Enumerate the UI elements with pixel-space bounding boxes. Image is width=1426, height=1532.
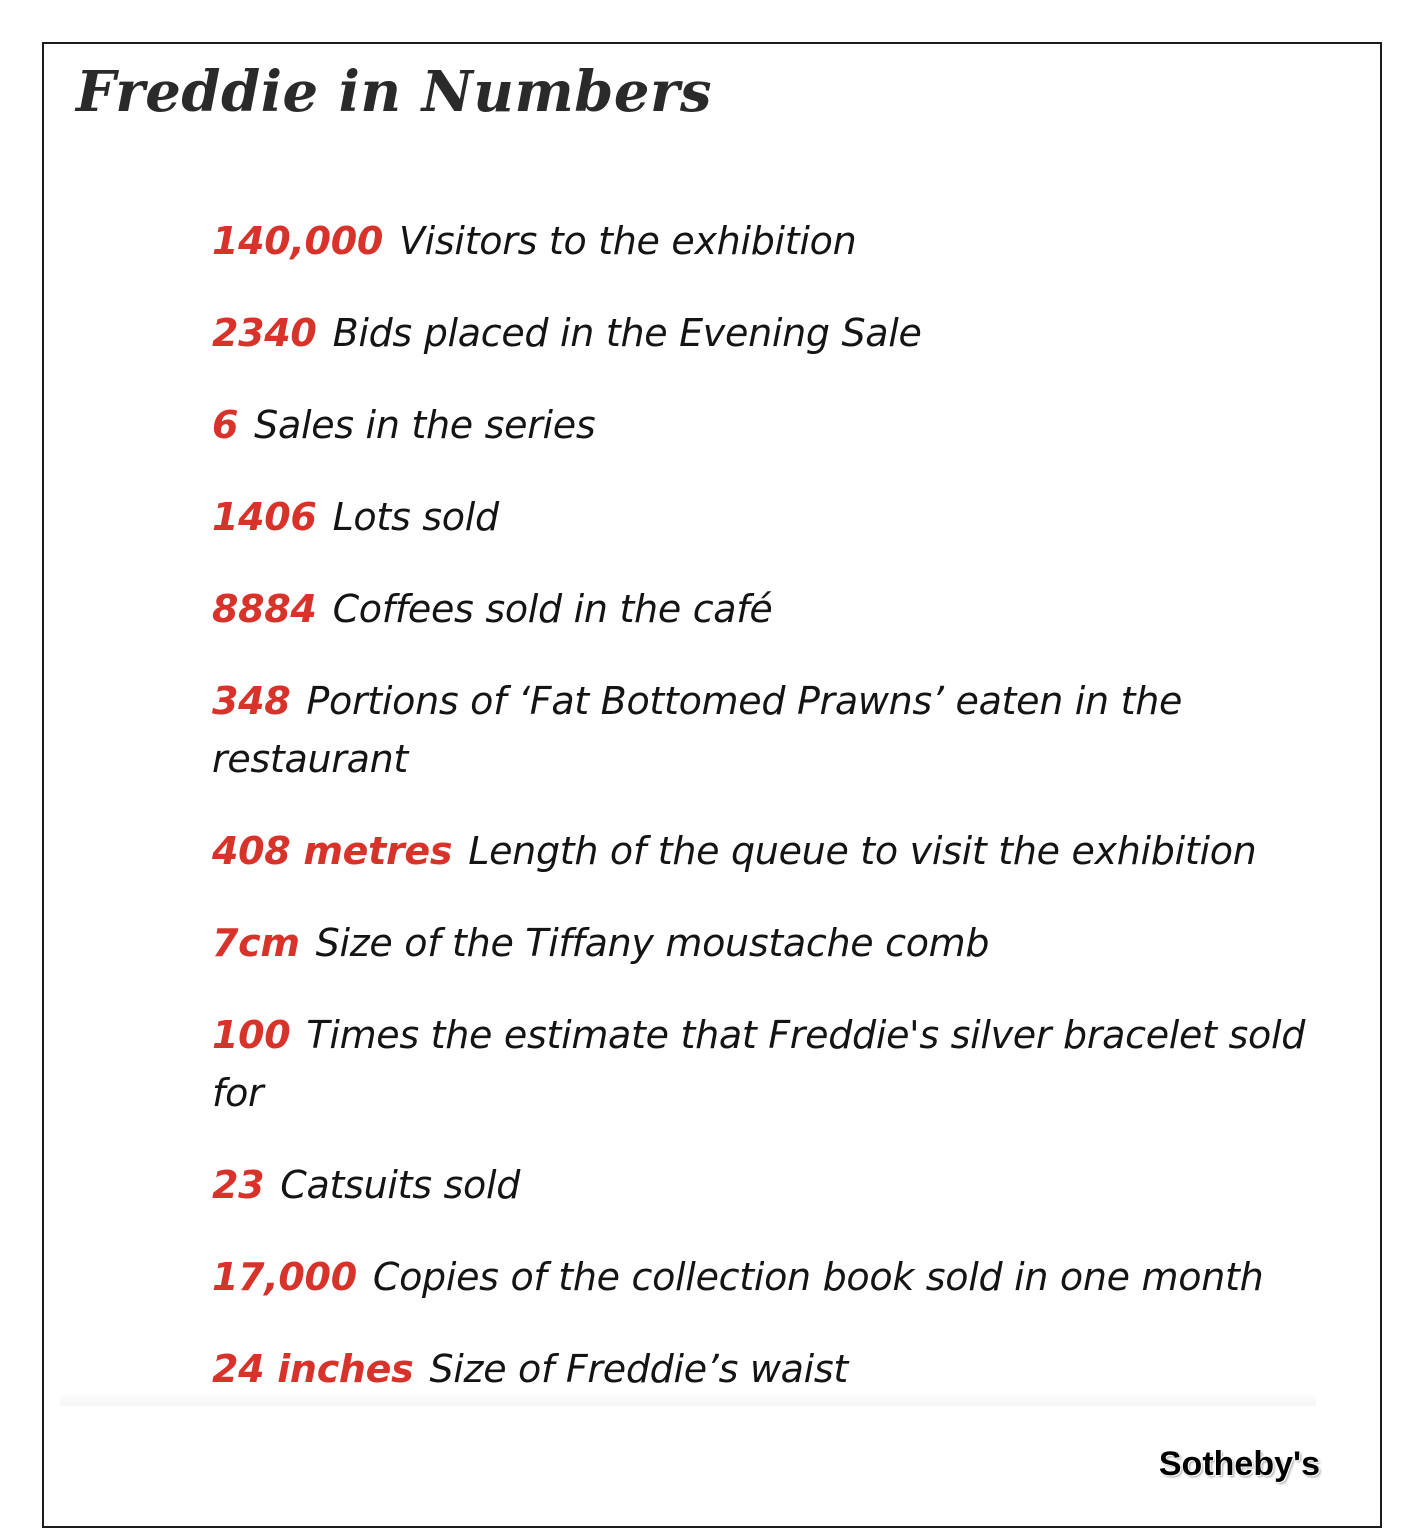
page-title: Freddie in Numbers <box>76 59 713 125</box>
fact-text: Coffees sold in the café <box>332 587 773 631</box>
source-credit: Sotheby's <box>1158 1445 1320 1483</box>
fact-item <box>212 1156 1322 1214</box>
fact-item <box>212 580 1322 638</box>
image-bottom-edge <box>60 1392 1316 1406</box>
fact-item <box>212 304 1322 362</box>
fact-number: 408 metres <box>212 829 453 873</box>
fact-text: Catsuits sold <box>280 1163 521 1207</box>
fact-text: Bids placed in the Evening Sale <box>332 311 922 355</box>
fact-number: 8884 <box>212 587 317 631</box>
fact-number: 7cm <box>212 921 300 965</box>
fact-number: 100 <box>212 1013 291 1057</box>
fact-text: Copies of the collection book sold in one month <box>372 1255 1264 1299</box>
fact-item <box>212 914 1322 972</box>
fact-text: Times the estimate that Freddie's silver bracelet sold for <box>212 1013 1306 1115</box>
fact-item <box>212 1248 1322 1306</box>
fact-text: Visitors to the exhibition <box>398 219 857 263</box>
fact-item <box>212 488 1322 546</box>
fact-text: Sales in the series <box>254 403 596 447</box>
fact-number: 140,000 <box>212 219 383 263</box>
fact-number: 6 <box>212 403 239 447</box>
infographic-card <box>42 42 1382 1528</box>
fact-item <box>212 822 1322 880</box>
fact-item <box>212 1006 1322 1122</box>
facts-list <box>212 212 1322 1432</box>
fact-item <box>212 212 1322 270</box>
fact-item <box>212 396 1322 454</box>
fact-number: 1406 <box>212 495 317 539</box>
fact-text: Length of the queue to visit the exhibition <box>468 829 1257 873</box>
fact-number: 17,000 <box>212 1255 357 1299</box>
fact-text: Lots sold <box>332 495 499 539</box>
fact-number: 24 inches <box>212 1347 414 1391</box>
fact-item <box>212 1340 1322 1398</box>
fact-number: 348 <box>212 679 291 723</box>
fact-text: Portions of ‘Fat Bottomed Prawns’ eaten in the restaurant <box>212 679 1183 781</box>
fact-item <box>212 672 1322 788</box>
fact-text: Size of the Tiffany moustache comb <box>315 921 990 965</box>
fact-number: 23 <box>212 1163 265 1207</box>
fact-text: Size of Freddie’s waist <box>429 1347 848 1391</box>
fact-number: 2340 <box>212 311 317 355</box>
